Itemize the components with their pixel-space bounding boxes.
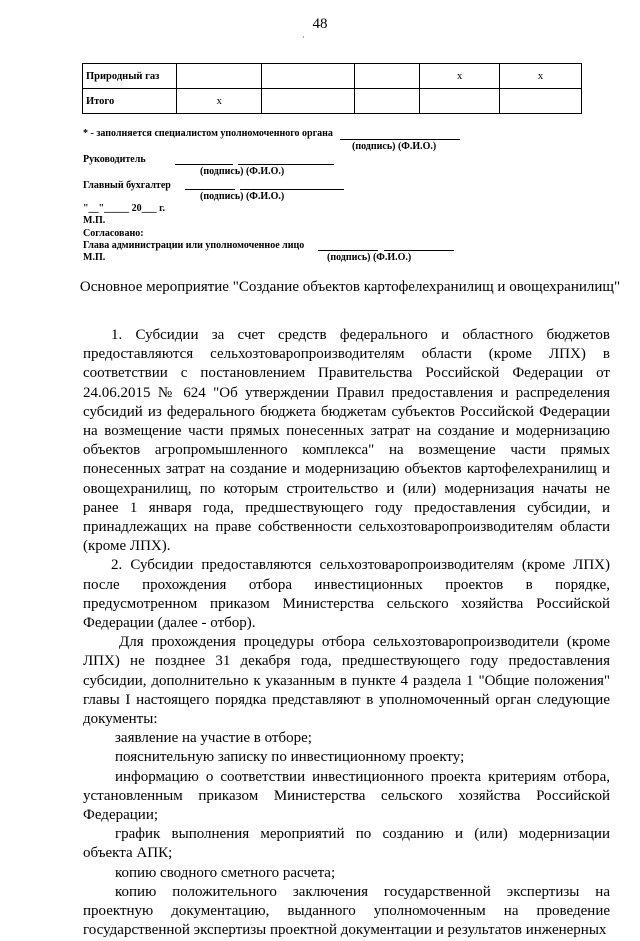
head-name-line [238, 164, 334, 165]
table-cell [262, 64, 355, 89]
accountant-name-line [240, 189, 344, 190]
footnote-caption: (подпись) (Ф.И.О.) [352, 141, 437, 152]
table-cell: х [177, 89, 262, 114]
section-heading: Основное мероприятие "Создание объектов картофелехранилищ и овощехранилищ" [79, 279, 621, 295]
stray-mark: · [302, 33, 305, 42]
stamp-place-1: М.П. [83, 215, 106, 226]
table-row [83, 89, 582, 114]
paragraph: информацию о соответствии инвестиционного проекта критериям отбора, установленным приказом Министерства сельского хозяйства Российской Федерации; [83, 768, 610, 824]
table-cell-label: Итого [83, 89, 177, 114]
table-cell-label: Природный газ [83, 64, 177, 89]
paragraph: 1. Субсидии за счет средств федерального и областного бюджетов предоставляются сельхозтоваропроизводителям области (кроме ЛПХ) в соответствии с постановлением Правительства Российской Федерации от 24.06.2015 № 624 "Об утверждении Правил предоставления и распределения субсидий из федерального бюджета бюджетам субъектов Российской Федерации на возмещение части прямых понесенных затрат на создание и модернизацию объектов агропромышленного комплекса" на возмещение части прямых понесенных затрат на создание и модернизацию объектов картофелехранилищ и овощехранилищ, по которым строительство и (или) модернизация начаты не ранее 1 января года, предшествующего году предоставления субсидии, и принадлежащих на праве собственности сельхозтоваропроизводителям области (кроме ЛПХ). [83, 327, 610, 555]
page-number: 48 [312, 16, 328, 32]
admin-caption: (подпись) (Ф.И.О.) [327, 252, 412, 263]
summary-table [82, 63, 582, 114]
table-cell [177, 64, 262, 89]
footnote-text: * - заполняется специалистом уполномоченного органа [83, 128, 333, 139]
body-text [83, 326, 610, 941]
paragraph: Для прохождения процедуры отбора сельхозтоваропроизводители (кроме ЛПХ) не позднее 31 декабря года, предшествующего году предоставления субсидии, дополнительно к указанным в пункте 4 раздела 1 "Общие положения" главы I настоящего порядка представляют в уполномоченный орган следующие документы: [83, 634, 610, 728]
stamp-place-2: М.П. [83, 252, 106, 263]
table-cell [355, 89, 420, 114]
paragraph: график выполнения мероприятий по созданию и (или) модернизации объекта АПК; [83, 826, 610, 862]
paragraph: пояснительную записку по инвестиционному проекту; [115, 749, 465, 766]
date-line: "__"_____ 20___ г. [83, 203, 166, 214]
admin-label: Глава администрации или уполномоченное лицо [83, 240, 305, 251]
head-caption: (подпись) (Ф.И.О.) [200, 166, 285, 177]
footnote-signature-line [340, 139, 460, 140]
table-row [83, 64, 582, 89]
paragraph: заявление на участие в отборе; [115, 730, 312, 747]
table-cell [355, 64, 420, 89]
paragraph: 2. Субсидии предоставляются сельхозтоваропроизводителям (кроме ЛПХ) после прохождения отбора инвестиционных проектов в порядке, предусмотренном приказом Министерства сельского хозяйства Российской Федерации (далее - отбор). [83, 557, 610, 632]
table-cell [262, 89, 355, 114]
accountant-caption: (подпись) (Ф.И.О.) [200, 191, 285, 202]
admin-signature-line [318, 250, 378, 251]
table-cell: х [499, 64, 581, 89]
table-cell [420, 89, 500, 114]
head-signature-line [175, 164, 233, 165]
accountant-signature-line [185, 189, 235, 190]
head-label: Руководитель [83, 154, 146, 165]
accountant-label: Главный бухгалтер [83, 180, 171, 191]
paragraph: копию положительного заключения государственной экспертизы на проектную документацию, выданного уполномоченным на проведение государственной экспертизы проектной документации и результатов инженерных [83, 883, 610, 939]
paragraph: копию сводного сметного расчета; [115, 864, 336, 881]
admin-name-line [384, 250, 454, 251]
table-cell: х [420, 64, 500, 89]
agreed-label: Согласовано: [83, 228, 144, 239]
table-cell [499, 89, 581, 114]
